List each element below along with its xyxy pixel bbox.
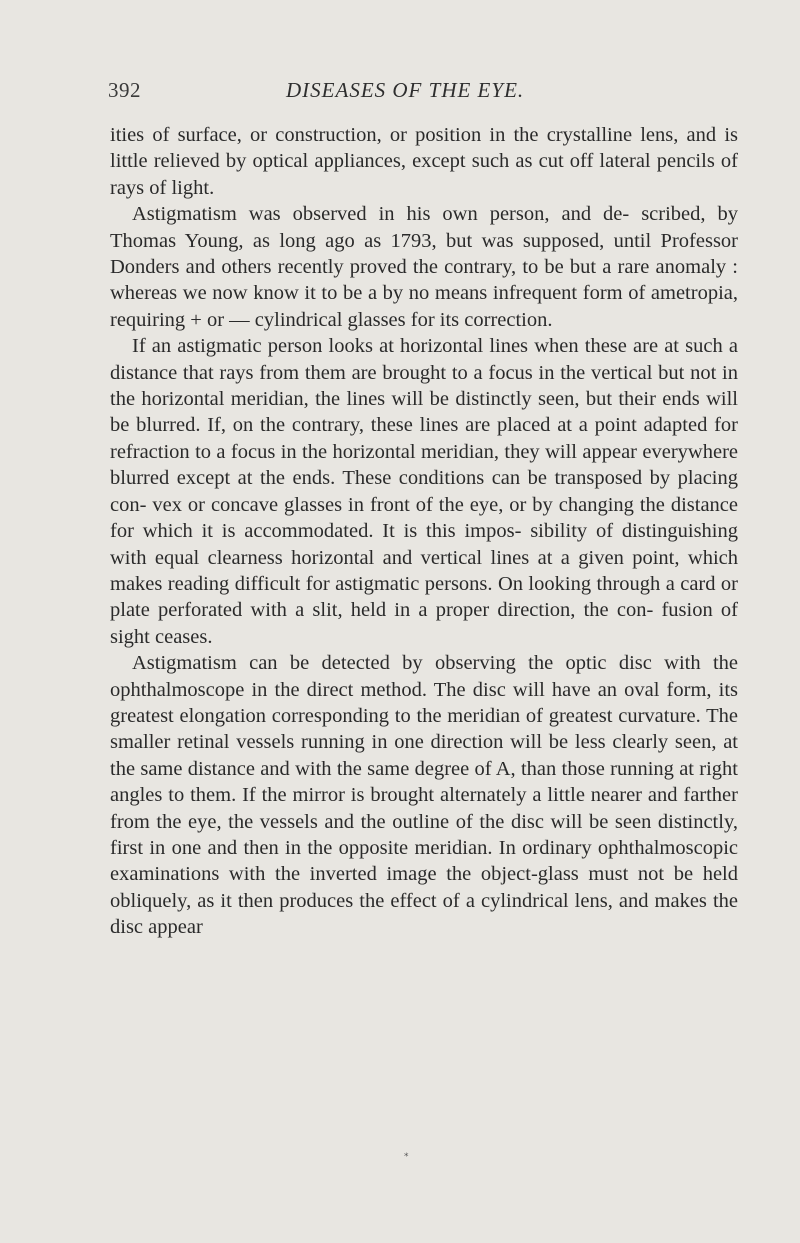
paragraph-astigmatism-history: Astigmatism was observed in his own person, and de- scribed, by Thomas Young, as long ago as 1793, but was supposed, until Professor Donders and others recently proved the contrary, to be but a rare anomaly : whereas we now know it to be a by no means infrequent form of ametropia, requiring + or — cylindrical glasses for its correction. [110, 203, 738, 331]
paragraph-continued: ities of surface, or construction, or position in the crystalline lens, and is little relieved by optical appliances, except such as cut off lateral pencils of rays of light. [110, 124, 738, 199]
running-title: DISEASES OF THE EYE. [286, 78, 525, 102]
signature-mark: * [404, 1152, 409, 1162]
paragraph-ophthalmoscope: Astigmatism can be detected by observing the optic disc with the ophthalmoscope in the direct method. The disc will have an oval form, its greatest elongation corresponding to the meridian of greatest curvature. The smaller retinal vessels running in one direction will be less clearly seen, at the same distance and with the same degree of A, than those running at right angles to them. If the mirror is brought alternately a little nearer and farther from the eye, the vessels and the outline of the disc will be seen distinctly, first in one and then in the opposite meridian. In ordinary ophthalmoscopic examinations with the inverted image the object-glass must not be held obliquely, as it then produces the effect of a cylindrical lens, and makes the disc appear [110, 652, 738, 939]
body-text [110, 122, 738, 941]
page-header [108, 78, 728, 108]
paragraph-horizontal-lines: If an astigmatic person looks at horizontal lines when these are at such a distance that rays from them are brought to a focus in the vertical but not in the horizontal meridian, the lines will be distinctly seen, but their ends will be blurred. If, on the contrary, these lines are placed at a point adapted for refraction to a focus in the horizontal meridian, they will appear everywhere blurred except at the ends. These conditions can be transposed by placing con- vex or concave glasses in front of the eye, or by changing the distance for which it is accommodated. It is this impos- sibility of distinguishing with equal clearness horizontal and vertical lines at a given point, which makes reading difficult for astigmatic persons. On looking through a card or plate perforated with a slit, held in a proper direction, the con- fusion of sight ceases. [110, 335, 738, 648]
page-number: 392 [108, 78, 141, 102]
